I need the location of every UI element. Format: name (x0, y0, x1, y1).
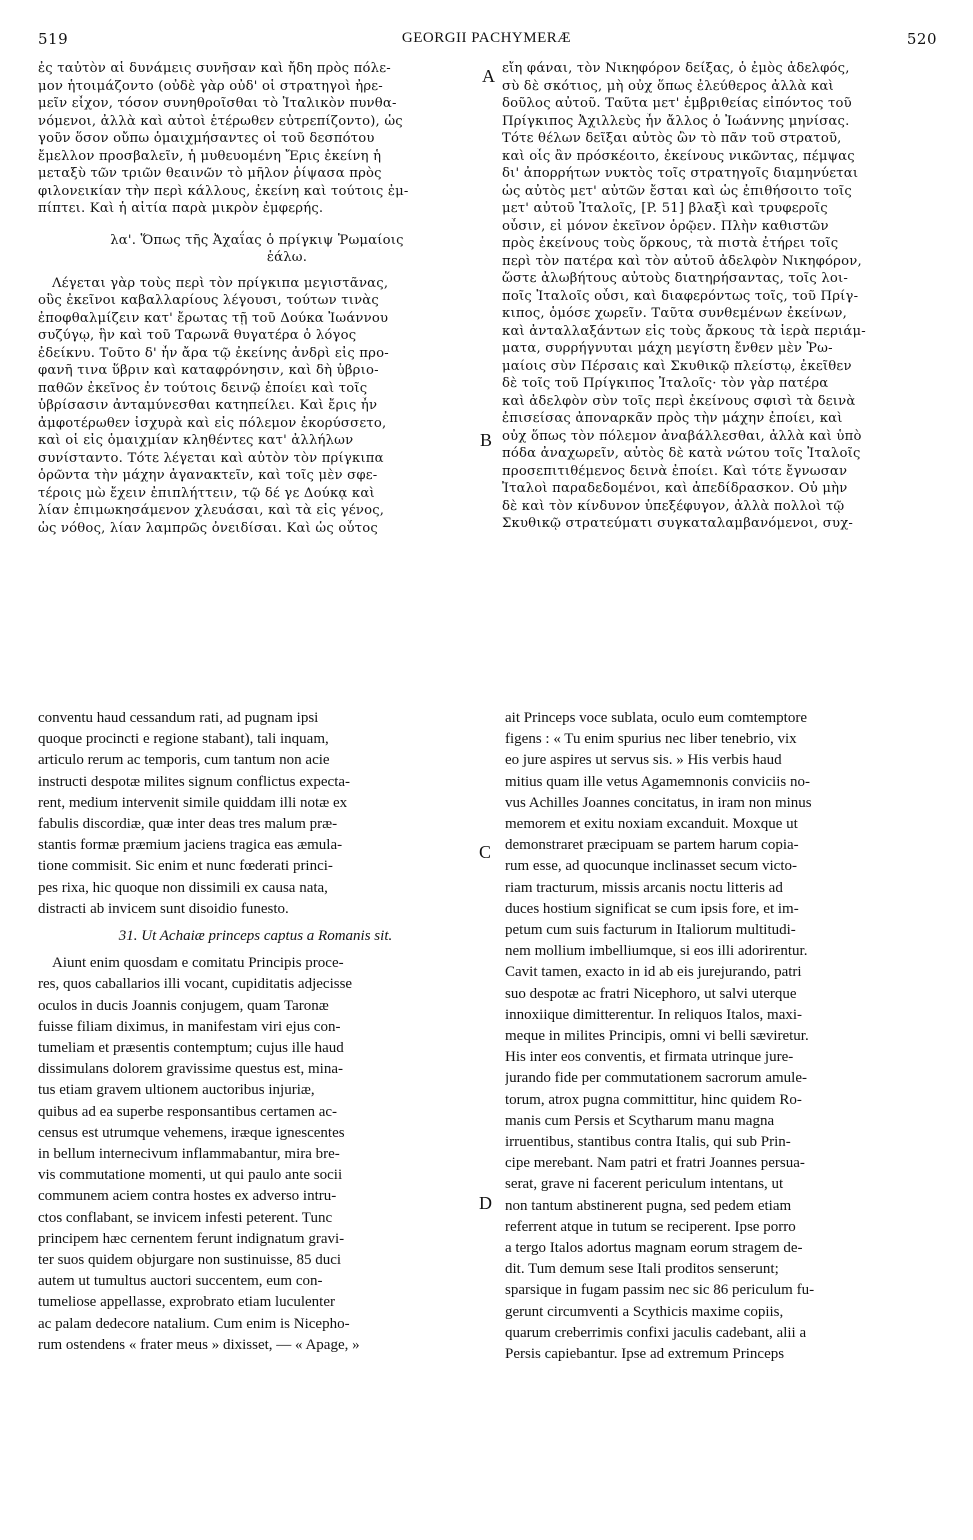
greek-left-body-paragraph (38, 275, 476, 538)
text-line: καὶ ἀδελφὸν σὺν τοῖς περὶ ἐκείνους σφισὶ τὰ δεινὰ (502, 393, 856, 409)
text-line: serat, grave ni facerent periculum intentans, ut (505, 1176, 784, 1193)
text-line: Aiunt enim quosdam e comitatu Principis proce- (52, 955, 344, 972)
text-line: δοῦλος αὐτοῦ. Ταῦτα μετ' ἐμβριθείας εἰπόντος τοῦ (502, 96, 852, 111)
text-line: petum cum suis facturum in Italiorum multitudi- (505, 922, 796, 939)
margin-letter-a: A (482, 66, 495, 86)
text-line: quibus ad ea superbe responsantibus certamen ac- (38, 1103, 338, 1120)
text-line: συνίσταντο. Τότε λέγεται καὶ αὐτὸν τὸν πρίγκιπα (38, 450, 384, 466)
text-line: κιπος, ὁμόσε χωρεῖν. Ταῦτα συνθεμένων ἐκείνων, (502, 306, 847, 321)
text-line: Cavit tamen, exacto in id ab eis jurejurando, patri (505, 964, 802, 981)
text-line: suo despotæ ac fratri Nicephoro, ut salvi uterque (505, 985, 797, 1002)
text-line: sparsique in fugam passim nec sic 86 periculum fu- (505, 1282, 815, 1299)
text-line: distracti ab invicem sunt disoidio funesto. (38, 900, 289, 917)
text-line: Ἰταλοὶ παραδεδομένοι, καὶ ἀπεδίδρασκον. Οὐ μὴν (502, 481, 848, 496)
text-line: καὶ οἷς ἂν πρόσκέοιτο, ἐκείνους νικῶντας, πέμψας (502, 148, 855, 164)
greek-section-heading: λα'. Ὅπως τῆς Ἀχαΐας ὁ πρίγκιψ Ῥωμαίοις (110, 232, 404, 248)
text-line: principem hæc cernentem ferunt indignatum gravi- (38, 1230, 345, 1247)
text-line: δὲ καὶ τὸν κίνδυνον ὑπεξέφυγον, ἀλλὰ πολλοὶ τῷ (502, 498, 845, 514)
text-line: ὡς νόθος, λίαν λαμπρῶς ὀνειδίσαι. Καὶ ὡς οὗτος (38, 520, 378, 536)
text-line: quarum creberrimis confixi jaculis cadebant, alii a (505, 1324, 807, 1341)
text-line: memorem et exitu noxiam excanduit. Moxque ut (505, 816, 798, 833)
latin-section-heading: 31. Ut Achaiæ princeps captus a Romanis sit. (118, 928, 393, 945)
text-line: oculos in ducis Joannis conjugem, quam Taronæ (38, 997, 329, 1014)
text-line: fuisse filiam diximus, in manifestam viri ejus con- (38, 1018, 341, 1035)
text-line: torum, atrox pugna committitur, hinc quidem Ro- (505, 1091, 802, 1108)
text-line: καὶ οἱ εἰς ὁμαιχμίαν κληθέντες κατ' ἀλλήλων (38, 433, 354, 448)
margin-letter-d: D (479, 1193, 492, 1213)
text-line: γοῦν ὅσον οὔπω ὁμαιχμήσαντες οἱ τοῦ δεσπότου (38, 131, 375, 146)
text-line: quoque procincti e regione stabant), tali inquam, (38, 731, 329, 748)
text-line: communem aciem contra hostes ex adverso intru- (38, 1188, 337, 1205)
text-line: πόδα ἀναχωρεῖν, αὐτὸς δὲ κατὰ νώτου τοῖς Ἰταλοῖς (502, 446, 861, 461)
text-line: φιλονεικίαν τὴν περὶ κάλλους, ἐκείνη καὶ τούτοις ἐμ- (38, 183, 409, 199)
text-line: instructi despotæ milites signum conflictus expecta- (38, 773, 351, 790)
text-line: Σκυθικῷ στρατεύματι συγκαταλαμβανόμενοι, συχ- (502, 516, 854, 531)
text-line: φανῆ τινα ὕβριν καὶ καταφρόνησιν, καὶ δὴ ὑβριο- (38, 363, 379, 378)
text-line: articulo rerum ac temporis, cum tantum non acie (38, 752, 330, 769)
text-line: His inter eos conventis, et firmata utrinque jure- (505, 1049, 794, 1066)
text-line: οὓς ἐκεῖνοι καβαλλαρίους λέγουσι, τούτων τινὰς (38, 293, 379, 308)
text-line: σὺ δὲ σκότιος, μὴ οὐχ ὅπως ἐλεύθερος ἀλλὰ καὶ (502, 78, 834, 94)
text-line: res, quos caballarios illi vocant, cupiditatis adjecisse (38, 976, 353, 993)
text-line: πίπτει. Καὶ ἡ αἰτία παρὰ μικρὸν ἐμφερής. (38, 201, 324, 216)
text-line: dissimulans dolorem gravissime questus est, mina- (38, 1061, 343, 1078)
text-line: ἐς ταὐτὸν αἱ δυνάμεις συνῆσαν καὶ ἤδη πρὸς πόλε- (38, 61, 391, 76)
text-line: ἐπισείσας ἀποναρκᾶν πρὸς τὴν μάχην ἐποίει, καὶ (502, 411, 843, 426)
text-line: μετ' αὐτοῦ Ἰταλοῖς, [P. 51] βλαξὶ καὶ τρυφεροῖς (502, 201, 828, 216)
margin-letter-b: B (480, 430, 493, 450)
text-line: innoxiique dimitterentur. In reliquos Italos, maxi- (505, 1006, 803, 1023)
text-line: μαίοις σὺν Πέρσαις καὶ Σκυθικῷ πλείστῳ, ἐκεῖθεν (502, 358, 852, 374)
text-line: autem ut tumultus auctori succentem, eum con- (38, 1273, 323, 1290)
text-line: dit. Tum demum sese Itali proditos senserunt; (505, 1261, 779, 1278)
text-line: Λέγεται γὰρ τοὺς περὶ τὸν πρίγκιπα μεγιστᾶνας, (52, 275, 389, 291)
left-page-number: 519 (38, 30, 69, 48)
text-line: meque in milites Principis, omni vi belli sæviretur. (505, 1028, 809, 1045)
text-line: ὥστε ἀλωβήτους αὐτοὺς διατηρήσαντας, τοῖς λοι- (502, 271, 849, 286)
margin-letter-c: C (479, 842, 492, 862)
text-line: rent, medium intervenit simile quiddam illi notæ ex (38, 794, 348, 811)
text-line: μον ἡτοιμάζοντο (οὐδὲ γὰρ οὐδ' οἱ στρατηγοὶ ἠρε- (38, 78, 383, 94)
text-line: εἴη φάναι, τὸν Νικηφόρον δείξας, ὁ ἐμὸς ἀδελφός, (502, 61, 850, 76)
text-line: προσεπιτιθέμενος δεινὰ ἐποίει. Καὶ τότε ἔγνωσαν (502, 463, 848, 479)
text-line: tus etiam gravem ultionem auctoribus injuriæ, (38, 1082, 315, 1099)
latin-text-left-column (38, 708, 473, 1356)
greek-text-right-column (502, 60, 942, 533)
text-line: pes rixa, hic quoque non dissimili ex causa nata, (38, 879, 328, 896)
text-line: non tantum abstinerent pugna, sed pedem etiam (505, 1197, 792, 1214)
text-line: fabulis discordiæ, quæ inter deas tres malum præ- (38, 816, 338, 833)
text-line: δὲ τοῖς τοῦ Πρίγκιπος Ἰταλοῖς· τὸν γὰρ πατέρα (502, 376, 829, 391)
text-line: οὐχ ὅπως τὸν πόλεμον ἀναβάλλεσθαι, ἀλλὰ καὶ ὑπὸ (502, 428, 862, 444)
text-line: vus Achilles Joannes concitatus, in iram non minus (505, 794, 812, 811)
text-line: ac palam dedecore natalium. Cum enim is Nicepho- (38, 1315, 350, 1332)
text-line: duces hostium significat se cum ipsis fore, et im- (505, 900, 799, 917)
text-line: nem mollium imbelliumque, si eos illi adorirentur. (505, 943, 808, 960)
text-line: περὶ τὸν πατέρα καὶ τὸν αὐτοῦ ἀδελφὸν Νικηφόρον, (502, 253, 862, 269)
latin-left-body-paragraph (38, 953, 473, 1356)
text-line: a tergo Italos adortus magnam eorum stragem de- (505, 1240, 803, 1257)
text-line: mitius quam ille vetus Agamemnonis conviciis no- (505, 773, 810, 790)
latin-left-top-paragraph (38, 708, 473, 920)
text-line: tumeliam et præsentis contemptum; cujus ille haud (38, 1040, 344, 1057)
text-line: census est utrumque vehemens, iræque ignescentes (38, 1124, 345, 1141)
text-line: stantis formæ præmium jaciens tragica eas æmula- (38, 837, 343, 854)
text-line: gerunt circumventi a Scythicis maxime copiis, (505, 1303, 784, 1320)
text-line: καὶ ἀνταλλαξάντων εἰς τοὺς ἄρκους τὰ ἱερὰ περιάμ- (502, 323, 866, 339)
text-line: Τότε θέλων δεῖξαι αὐτὸς ὢν τὸ πᾶν τοῦ στρατοῦ, (502, 131, 842, 146)
text-line: tione commisit. Sic enim et nunc fœderati princi- (38, 858, 333, 875)
text-line: Persis capiebantur. Ipse ad extremum Princeps (505, 1346, 785, 1363)
text-line: πρὸς ἐκείνους τοὺς ὅρκους, τὰ πιστὰ ἐτήρει τοῖς (502, 236, 839, 251)
greek-left-top-paragraph (38, 60, 476, 218)
text-line: demonstraret præcipuam se partem harum copia- (505, 837, 799, 854)
latin-text-right-column (505, 708, 943, 1365)
text-line: ἔμελλον προσβαλεῖν, ἡ μυθευομένη Ἔρις ἐκείνη ἡ (38, 148, 382, 164)
text-line: rum ostendens « frater meus » dixisset, — « Apage, » (38, 1336, 360, 1353)
greek-text-left-column (38, 60, 476, 537)
text-line: irruentibus, stantibus contra Italis, qui sub Prin- (505, 1134, 791, 1151)
text-line: ait Princeps voce sublata, oculo eum comtemptore (505, 710, 807, 726)
text-line: δι' ἀπορρήτων νυκτὸς τοῖς στρατηγοῖς διαμηνύεται (502, 166, 859, 181)
text-line: ter suos quidem objurgare non sustinuisse, 85 duci (38, 1252, 342, 1269)
text-line: conventu haud cessandum rati, ad pugnam ipsi (38, 710, 319, 726)
text-line: riam tracturum, missis arcanis noctu litteris ad (505, 879, 783, 896)
text-line: ctos conflabant, se invicem infesti peterent. Tunc (38, 1209, 333, 1226)
text-line: eo jure aspires ut servus sis. » His verbis haud (505, 752, 782, 769)
text-line: τέροις μὼ ἔχειν ἐπιπλήττειν, τῷ δέ γε Δούκᾳ καὶ (38, 485, 375, 501)
text-line: figens : « Tu enim spurius nec liber tenebrio, vix (505, 731, 797, 748)
running-title: GEORGII PACHYMERÆ (401, 30, 572, 46)
text-line: ποῖς Ἰταλοῖς οὖσι, καὶ διαφερόντως τοῖς, τοῦ Πρίγ- (502, 288, 859, 304)
text-line: manis cum Persis et Scytharum manu magna (505, 1112, 775, 1129)
text-line: ὁρῶντα τὴν μάχην ἀγανακτεῖν, καὶ τοῖς μὲν σφε- (38, 468, 378, 483)
text-line: μεῖν εἶχον, τόσον συνηθροῖσθαι τὸ Ἰταλικὸν πυνθα- (38, 96, 397, 111)
text-line: παθῶν ἐκεῖνος ἐν τούτοις δεινῷ ἐποίει καὶ τοῖς (38, 380, 368, 396)
text-line: ἐδείκνυ. Τοῦτο δ' ἦν ἄρα τῷ ἐκείνης ἀνδρὶ εἰς προ- (38, 345, 389, 361)
text-line: ὡς αὐτὸς μετ' αὐτῶν ἔσται καὶ ὡς ἐπιθήσοιτο τοῖς (502, 183, 852, 199)
text-line: λίαν ἐπιμωκησάμενον χλευάσαι, καὶ τὰ εἰς γένος, (38, 503, 385, 518)
text-line: jurando fide per commutationem sacrorum amule- (505, 1070, 807, 1087)
text-line: Πρίγκιπος Ἀχιλλεὺς ἦν ἄλλος ὁ Ἰωάννης μηνίσας. (502, 113, 850, 129)
text-line: cipe merebant. Nam patri et fratri Joannes persua- (505, 1155, 805, 1172)
text-line: οὖσιν, εἰ μόνον ἐκεῖνον ὁρῷεν. Πλὴν καθιστῶν (502, 218, 829, 234)
text-line: ἐποφθαλμίζειν κατ' ἔρωτας τῇ τοῦ Δούκα Ἰωάννου (38, 310, 389, 326)
text-line: ματα, συρρήγνυται μάχη μεγίστη ἔνθεν μὲν Ῥω- (502, 341, 833, 356)
text-line: μεταξὺ τῶν τριῶν θεαινῶν τὸ μῆλον ῥίψασα πρὸς (38, 166, 382, 181)
text-line: tumeliose appellasse, exprobrato etiam luculenter (38, 1294, 335, 1311)
greek-section-heading-continued: ἑάλω. (266, 250, 308, 265)
right-page-number: 520 (906, 30, 937, 48)
text-line: vis commutatione momenti, ut qui paulo ante socii (38, 1167, 343, 1184)
text-line: συζύγῳ, ἣν καὶ τοῦ Ταρωνᾶ θυγατέρα ὁ λόγος (38, 328, 357, 343)
text-line: νόμενοι, ἀλλὰ καὶ αὐτοὶ ἑτέρωθεν εὐτρεπίζοντο), ὡς (38, 113, 403, 129)
text-line: in bellum internecivum inflammabantur, mira bre- (38, 1146, 340, 1163)
text-line: ἀμφοτέρωθεν ἰσχυρὰ καὶ εἰς πόλεμον ἐκορύσσετο, (38, 415, 387, 431)
text-line: ὑβρίσασιν ἀνταμύνεσθαι κατηπείλει. Καὶ ἔρις ἦν (38, 398, 378, 413)
text-line: referrent atque in tutum se reciperent. Ipse porro (505, 1218, 796, 1235)
text-line: rum esse, ad quocunque inclinasset secum victo- (505, 858, 798, 875)
